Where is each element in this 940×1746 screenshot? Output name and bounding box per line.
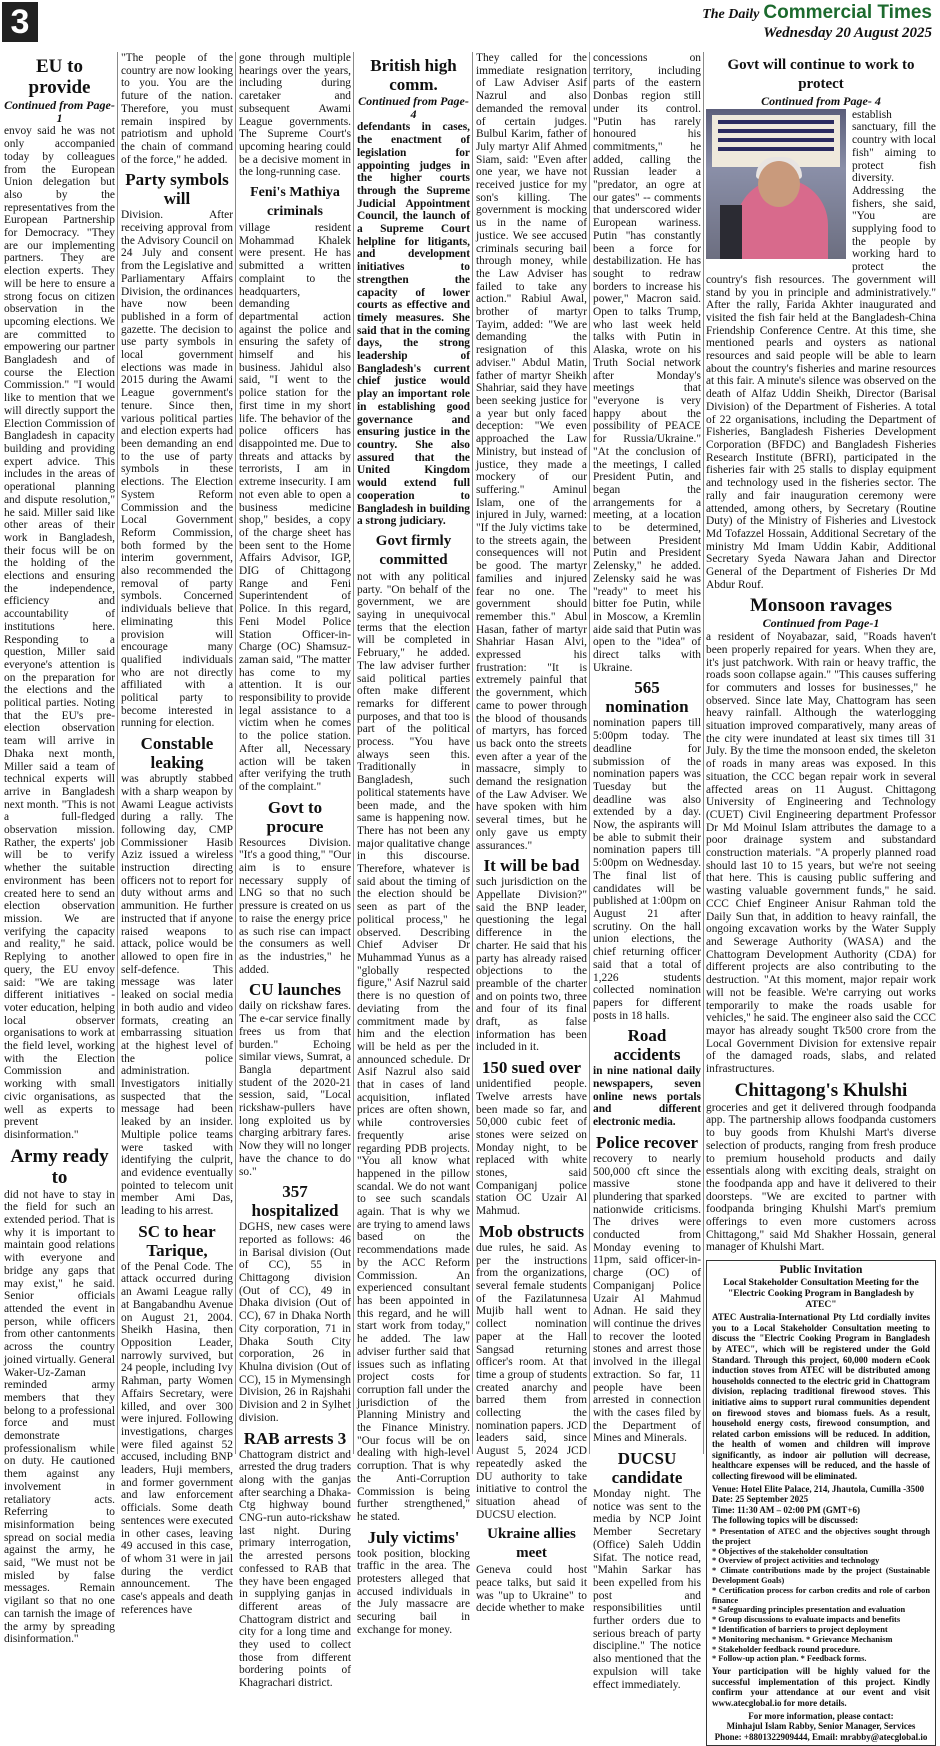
photo-head <box>758 161 800 207</box>
topic-item: * Follow-up action plan. * Feedback forms. <box>712 1654 867 1664</box>
headline-police-recover: Police recover <box>595 1132 699 1152</box>
story-body: Division. After receiving approval from the Advisory Council on 24 July and consent from the Legislative and Parliamentary Affairs Division, the ordinances have now been published in a form of gazette. The decision to use party symbols in local government elections was made in 2015 during the Awami League government's tenure. Since then, various political parties and election experts had been demanding an end to the use of party symbols in these elections. The Election System Reform Commission and the Local Government Reform Commission, both formed by the interim government, also recommended the removal of party symbols. Concerned individuals believe that eliminating this provision will encourage many qualified individuals who are not directly affiliated with a political party to become interested in running for election. <box>121 209 233 730</box>
story-body: They called for the immediate resignation of Law Adviser Asif Nazrul and also demanded the removal of certain judges. Bulbul Karim, father of July martyr Alif Ahmed Siam, said: "Even after one year, we have not received justice for my son's killing. The government is mocking us in the name of justice. We see accused criminals securing bail through money, while the Law Adviser has failed to take any action." Rabiul Awal, brother of martyr Tayim, added: "We are demanding the resignation of this adviser." Abdul Matin, father of martyr Sheikh Shahriar, said they have been seeking justice for a year but only faced deception: "We even approached the Law Ministry, but instead of justice, they made a mockery of our suffering." Aminul Islam, one of the injured in July, warned: "If the July victims take to the streets again, the consequences will not be good. The martyr families and injured fear no one. The government should remember this." Abul Hasan, father of martyr Shahriar Hasan Alvi, expressed his frustration: "It is extremely painful that the government, which came to power through the blood of thousands of martyrs, has forced us back onto the streets even after a year of the massacre, simply to demand the resignation of the Law Adviser. We have spoken with him several times, but he only gave us empty assurances." <box>476 52 587 852</box>
invitation-contact-label: For more information, please contact: <box>748 1710 894 1721</box>
headline-ducsu-candidate: DUCSU candidate <box>611 1449 683 1488</box>
headline-ukraine-allies: Ukraine allies meet <box>487 1526 576 1562</box>
headline-mob-obstructs: Mob obstructs <box>478 1221 585 1241</box>
story-body: DGHS, new cases were reported as follows: 46 in Barisal division (Out of CC), 55 in Chittagong division (Out of CC), 49 in Dhaka division (Out of CC), 67 in Dhaka North City corporation, 71 in Dhaka South City corporation, 26 in Khulna division (Out of CC), 15 in Mymensingh Division, 26 in Rajshahi Division and 2 in Sylhet division. <box>239 1221 351 1424</box>
topic-item: * Safeguarding principles presentation and evaluation <box>712 1605 906 1615</box>
column-divider <box>589 52 590 1454</box>
invitation-date: Date: 25 September 2025 <box>712 1494 809 1505</box>
topic-item: * Monitoring mechanism. * Grievance Mechanism <box>712 1634 893 1644</box>
story-body: such jurisdiction on the Appellate Division?" said the BNP leader, questioning the legal difference in the charter. He said that his party has already raised objections to the preamble of the charter and on points two, three and four of its final draft, as false information has been included in it. <box>476 876 587 1054</box>
invitation-subtitle: Local Stakeholder Consultation Meeting for the "Electric Cooking Program in Bangladesh by ATEC" <box>723 1277 919 1311</box>
story-body: was abruptly stabbed with a sharp weapon by Awami League activists during a rally. The following day, CMP Commissioner Hasib Aziz issued a wireless instruction directing officers not to report for duty without arms and ammunition. He further instructed that if anyone raised weapons to attack, police would be allowed to open fire in self-defence. This message was later leaked on social media in both audio and video formats, creating an embarrassing situation at the highest level of the police administration. Investigators initially suspected that the message had been leaked by an insider. Multiple police teams were tasked with identifying the culprit, and evidence eventually pointed to telecom unit member Ami Das, leading to his arrest. <box>121 773 233 1218</box>
story-body: not with any political party. "On behalf of the government, we are saying in unequivocal terms that the election will be completed in February," he added. The law adviser further said political parties often make different remarks for different purposes, and that too is part of the political process. "You have always seen this. Traditionally in Bangladesh, such political statements have been made, and the same is happening now. There has not been any major qualitative change in this discourse. Therefore, whatever is said about the timing of the election should be seen as part of the political process," he observed. Describing Chief Adviser Dr Muhammad Yunus as a "globally respected figure," Asif Nazrul said there is no question of deviating from the commitment made by him and the election will be held as per the announced schedule. Dr Asif Nazrul also said that in cases of land acquisition, inflated prices are often shown, while controversies frequently arise regarding PDB projects. "You all know what happened in the pillow scandal. We do not want to see such scandals again. That is why we are trying to amend laws based on the recommendations made by the ACC Reform Commission. An experienced consultant has been appointed in this regard, and he will start work from today," he added. The law adviser further said that issues such as inflating project costs for corruption fall under the jurisdiction of the Planning Ministry and the Finance Ministry. "Our focus will be on dealing with high-level corruption. That is why the Anti-Corruption Commission is being further strengthened," he stated. <box>357 570 470 1523</box>
column-5 <box>476 52 587 1615</box>
headline-govt-will-continue: Govt will continue to work to protect <box>727 57 915 92</box>
headline-govt-firmly-committed: Govt firmly committed <box>375 532 452 568</box>
headline-sc-to-hear: SC to hear Tarique, <box>138 1221 216 1260</box>
column-7 <box>706 52 936 1742</box>
masthead-brand: Commercial Times <box>763 2 932 23</box>
headline-govt-to-procure: Govt to procure <box>266 797 324 836</box>
headline-party-symbols: Party symbols will <box>125 170 229 209</box>
invitation-text: ATEC Australia-International Pty Ltd cordially invites you to a Local Stakeholder Consultation meeting to discuss the "Electric Cooking Program in Bangladesh by ATEC", which will be registered under the Gold Standard. Through this project, 60,000 modern eCook induction stoves from ATEC will be distributed among households connected to the electric grid in Chattogram division, replacing traditional firewood stoves. This initiative aims to support rural communities dependent on firewood stoves and biomass fuels. As a result, household energy costs, firewood consumption, and related carbon emissions will be reduced. In addition, the health of women and children will improve significantly, as indoor air pollution will decrease, healthcare expenses will be reduced, and the hassle of collecting firewood will be eliminated. <box>712 1312 930 1482</box>
headline-it-will-be-bad: It will be bad <box>483 856 580 876</box>
headline-rab-arrests: RAB arrests 3 <box>243 1428 347 1448</box>
headline-chittagongs-khulshi: Chittagong's Khulshi <box>734 1079 908 1101</box>
column-3 <box>239 52 351 1690</box>
headline-monsoon-ravages: Monsoon ravages <box>750 595 892 617</box>
headline-feni-mathiya: Feni's Mathiya criminals <box>250 185 340 220</box>
public-invitation-ad <box>706 1260 936 1746</box>
topic-item: * Certification process for carbon credits and role of carbon finance <box>712 1585 930 1605</box>
story-body: village resident Mohammad Khalek were present. He has submitted a written complaint to the headquarters, demanding departmental action against the police and ensuring the safety of himself and his business. Jahidul also said, "I went to the police station for the first time in my short life. The behavior of the police officers has disappointed me. Due to threats and attacks by terrorists, I am in extreme insecurity. I am not even able to open a business medicine shop," besides, a copy of the charge sheet has been sent to the Home Affairs Advisor, IGP, DIG of Chittagong Range and Feni Superintendent of Police. In this regard, Feni Model Police Station Officer-in-Charge (OC) Shamsuz-zaman said, "The matter has come to my attention. It is our responsibility to provide legal assistance to a victim when he comes to the police station. After all, Necessary action will be taken after verifying the truth of the complaint." <box>239 222 351 793</box>
topic-item: * Climate contributions made by the project (Sustainable Development Goals) <box>712 1566 930 1586</box>
topic-item: * Overview of project activities and technology <box>712 1556 880 1566</box>
story-body: concessions on territory, including parts of the eastern Donbas region still under its control. "Putin has rarely honoured his commitments," he added, calling the Russian leader a "predator, an ogre at our gates" -- comments that underscored wider European wariness. Putin "has constantly been a force for destabilization. He has sought to redraw borders to increase his power," Macron said. Open to talks Trump, who last week held talks with Putin in Alaska, wrote on his Truth Social network after Monday's meetings that "everyone is very happy about the possibility of PEACE for Russia/Ukraine." "At the conclusion of the meetings, I called President Putin, and began the arrangements for a meeting, at a location to be determined, between President Putin and President Zelensky," he added. Zelensky said he was "ready" to meet his bitter foe Putin, while in Moscow, a Kremlin aide said that Putin was open to the "idea" of direct talks with Ukraine. <box>593 52 701 674</box>
column-divider <box>235 52 236 1454</box>
topic-item: * Presentation of ATEC and the objectives sought through the project <box>712 1527 930 1546</box>
headline-150-sued: 150 sued over <box>481 1058 582 1078</box>
invitation-topics-title: The following topics will be discussed: <box>712 1515 859 1526</box>
story-body: gone through multiple hearings over the years, including during caretaker and subsequent Awami League governments. The Supreme Court's upcoming hearing could be a decisive moment in the long-running case. <box>239 52 351 179</box>
headline-357-hospitalized: 357 hospitalized <box>251 1182 339 1221</box>
story-body: did not have to stay in the field for such an extended period. That is why it is important to maintain good relations with everyone and bridge any gaps that may exist," he said. Senior officials attended the event in person, while officers from other cantonments across the country joined virtually. General Waker-Uz-Zaman reminded army members that they belong to a professional force and must demonstrate professionalism while on duty. He cautioned them against any involvement in retaliatory acts. Referring to misinformation being spread on social media against the army, he said, "We must not be misled by false messages. Remain vigilant so that no one can tarnish the image of the army by spreading disinformation." <box>4 1188 115 1646</box>
story-body: groceries and get it delivered through foodpanda app. The partnership allows foodpanda customers to buy goods from Khulshi Mart's diverse selection of products, ranging from fresh produce to premium household products and daily essentials along with exciting deals, straight on the foodpanda app and have it delivered to their doorsteps. "We are excited to partner with foodpanda bringing Khulshi Mart's premium offerings to even more customers across Chittagong," said Md Shakher Hossain, general manager of Khulshi Mart. <box>706 1101 936 1254</box>
story-body: envoy said he was not only accompanied today by colleagues from the European Union delegation but also by the representatives from the European Partnership for Democracy. "They are our implementing partners. They are election experts. They will be here to ensure a strong focus on citizen observation in the upcoming elections. We are committed to empowering our partner Bangladesh and of course the Election Commission." "I would like to mention that we will directly support the Election Commission of Bangladesh in capacity building and providing expert advice. This includes in the areas of operational planning and dispute resolution," he said. Miller said like other areas of their work in Bangladesh, their focus will be on the holding of the elections and ensuring the independence, efficiency and accountability of institutions here. Responding to a question, Miller said everyone's attention is on the preparation for the elections and the political parties. Noting that the EU's pre-election observation team will arrive in Dhaka next month, Miller said a team of technical experts will arrive in Bangladesh next month. "This is not a full-fledged observation mission. Rather, the experts' job will be to verify whether the suitable environment has been created here to send an election observation mission. We are verifying the capacity and reality," he said. Replying to another query, the EU envoy said: "We are taking different initiatives - voter education, helping local observer organisations to work at the field level, working with the Election Commission and working with small civic organisations, as well as experts to prevent disinformation." <box>4 125 115 1141</box>
headline-july-victims: July victims' <box>367 1527 460 1547</box>
story-body: daily on rickshaw fares. The e-car service finally frees us from that burden." Echoing similar views, Sumrat, a Bangla department student of the 2020-21 session, said, "Local rickshaw-pullers have long exploited us by charging arbitrary fares. Now they will no longer have the chance to do so." <box>239 1000 351 1178</box>
topic-item: * Group discussions to evaluate impacts and benefits <box>712 1615 901 1625</box>
column-divider <box>117 52 118 1454</box>
story-body: defendants in cases, the enactment of legislation for appointing judges in the higher courts through the Supreme Judicial Appointment Council, the launch of a Supreme Court helpline for litigants, and development initiatives to strengthen the capacity of lower courts as effective and timely measures. She said that in the coming days, the strong leadership of Bangladesh's current chief justice would play an important role in establishing good governance and ensuring justice in the country. She also assured that the United Kingdom would extend full cooperation to Bangladesh in building a strong judiciary. <box>357 121 470 528</box>
continued-label: Continued from Page- 4 <box>358 94 469 121</box>
story-body: Resources Division. "It's a good thing," "Our aim is to ensure necessary supply of LNG so that no such pressure is created on us to raise the energy price as such rise can impact the consumers as well as the industries," he added. <box>239 836 351 976</box>
invitation-contact-name: Minhajul Islam Rabby, Senior Manager, Services <box>726 1721 916 1732</box>
continued-label: Continued from Page-1 <box>4 98 115 125</box>
story-body: unidentified people. Twelve arrests have been made so far, and 50,000 cubic feet of stones were seized on Monday night, to be replaced with white stones, said Companiganj police station OC Uzair Al Mahmud. <box>476 1078 587 1218</box>
story-body: Chattogram district and arrested the drug traders along with the ganjas after searching a Dhaka-Ctg highway bound CNG-run auto-rickshaw last night. During primary interrogation, the arrested persons confessed to RAB that they have been engaged in supplying ganjas in different areas of Chattogram district and city for a long time and they used to collect those from different bordering points of Khagrachari district. <box>239 1448 351 1690</box>
invitation-note: Your participation will be highly valued for the successful implementation of this project. Kindly confirm your attendance at our event and visit www.atecglobal.io for more details. <box>712 1666 930 1708</box>
masthead-date: Wednesday 20 August 2025 <box>763 25 932 41</box>
invitation-title: Public Invitation <box>779 1264 863 1277</box>
masthead <box>702 2 932 42</box>
story-body: took position, blocking traffic in the area. The protesters alleged that accused individuals in the July massacre are securing bail in exchange for money. <box>357 1547 470 1636</box>
story-body: a resident of Noyabazar, said, "Roads haven't been properly repaired for years. When they are, it's just patchwork. With rain or heavy traffic, the roads soon collapse again." "This causes suffering for commuters and losses for businesses," he observed. Since late May, Chattogram has seen heavy rainfall. Although the waterlogging situation improved comparatively, many areas of the city were inundated at least six times till 31 July. By the time the monsoon ended, the skeleton of roads in many areas was exposed. In this situation, the CCC began repair work in several affected areas on 11 August. Chittagong University of Engineering and Technology (CUET) Civil Engineering department Professor Dr Md Moinul Islam attributes the damage to a poor drainage system and substandard construction materials. "A properly planned road should last 10 to 15 years, but we're not seeing that here. This is causing public suffering and wasting valuable government funds," he said. CCC Chief Engineer Anisur Rahman told the Daily Sun that, in addition to heavy rainfall, the ongoing excavation works by the Water Supply and Sewerage Authority (WASA) and the Chattogram Development Authority (CDA) for different projects are also contributing to the destruction. "At this moment, major repair work will not be feasible. We're carrying out works temporarily to make the roads usable for vehicles," he said. The engineer also said the CCC mayor has already sought Tk500 crore from the Local Government Division for extensive repair of the damaged roads, slabs, and related infrastructures. <box>706 631 936 1076</box>
invitation-contact-info: Phone: +8801322909444, Email: mrabby@atecglobal.io <box>714 1731 928 1742</box>
story-body: of the Penal Code. The attack occurred during an Awami League rally at Bangabandhu Avenue on August 21, 2004. Sheikh Hasina, then Opposition Leader, narrowly survived, but 24 people, including Ivy Rahman, party Women Affairs Secretary, were killed, and over 300 were injured. Following investigations, charges were filed against 52 accused, including BNP leaders, Huji members, and former government and law enforcement officials. Some death sentences were executed in other cases, leaving 49 accused in this case, of whom 31 were in jail during the verdict announcement. The case's appeals and death references have <box>121 1260 233 1616</box>
story-body: Monday night. The notice was sent to the media by NCP Joint Member Secretary (Office) Saleh Uddin Sifat. The notice read, "Mahin Sarkar has been expelled from his post and responsibilities until further orders due to serious breach of party discipline." The notice also mentioned that the expulsion will take effect immediately. <box>593 1488 701 1691</box>
story-body: nomination papers till 5:00pm today. The deadline for submission of the nomination papers was Tuesday but the deadline was also extended by a day. Now, the aspirants will be able to submit their nomination papers till 5:00pm on Wednesday. The final list of candidates will be published at 1:00pm on August 21 after scrutiny. On the hall union elections, the chief returning officer said that a total of 1,226 students collected nomination papers for different posts in 18 halls. <box>593 717 701 1022</box>
invitation-venue: Venue: Hotel Elite Palace, 214, Jhautola, Cumilla -3500 <box>712 1483 925 1494</box>
page-number: 3 <box>2 2 38 42</box>
masthead-daily: The Daily <box>702 7 760 22</box>
invitation-topics <box>712 1527 930 1664</box>
topic-item: * Identification of barriers to project deployment <box>712 1625 888 1635</box>
column-divider <box>353 52 354 1454</box>
story-body: due rules, he said. As per the instructions from the organizations, several female students of the Fazilatunnesa Mujib hall went to collect nomination paper at the Hall Sangsad returning officer's room. At that time a group of students created anarchy and barred them from collecting the nomination papers. JCD leaders said, since August 5, 2024 JCD repeatedly asked the DU authority to take initiative to control the situation ahead of DUCSU election. <box>476 1241 587 1521</box>
story-body: in nine national daily newspapers, seven online news portals and different electronic media. <box>593 1065 701 1129</box>
column-divider <box>472 52 473 1454</box>
story-body: recovery to nearly 500,000 cft since the massive stone plundering that sparked nationwide criticisms. The drives were conducted from Monday evening to 11pm, said officer-in-charge (OC) of Companiganj Police Uzair Al Mahmud Adnan. He said they will continue the drives to recover the looted stones and arrest those involved in the illegal extraction. So far, 11 people have been arrested in connection with the cases filed by the Department of Mines and Minerals. <box>593 1152 701 1445</box>
headline-cu-launches: CU launches <box>248 980 342 1000</box>
column-4 <box>357 52 470 1636</box>
column-1 <box>4 52 115 1646</box>
topic-item: * Stakeholder feedback round procedure. <box>712 1644 861 1654</box>
continued-label: Continued from Page- 4 <box>761 94 881 108</box>
column-6 <box>593 52 701 1691</box>
invitation-time: Time: 11:30 AM – 02:00 PM (GMT+6) <box>712 1504 860 1515</box>
headline-eu-to-provide: EU to provide <box>28 56 91 98</box>
headline-565-nomination: 565 nomination <box>605 678 689 717</box>
news-photo <box>706 109 846 259</box>
page-header <box>0 0 940 48</box>
story-body: establish sanctuary, fill the country with local fish" aiming to protect fish diversity. Addressing the fishers, she said, "You are supplying food to the people by working hard to protect the country's fish resources. The government will stand by you in principle and administratively." After the rally, Farida Akhter inaugurated and visited the fish fair held at the Bangladesh-China Friendship Conference Centre. At this time, she mentioned pearls and oysters as national resources and said people will be able to learn about the country's fisheries and marine resources at this fair. A minute's silence was observed on the death of Alfaz Uddin Sheikh, Director (Barisal Division) of the Department of Fisheries. A total of 22 organisations, including the Department of Fisheries, Bangladesh Fisheries Development Corporation (BFDC) and Bangladesh Fisheries Research Institute (BFRI), participated in the fisheries fair with 25 stalls to display equipment and technology used in the fisheries sector. The rally and fair inauguration ceremony were attended, among others, by Secretary (Routine Duty) of the Ministry of Fisheries and Livestock Md Tofazzel Hossain, Additional Secretary of the ministry Md Imam Uddin Kabir, Additional Secretary Syeda Nawara Jahan and Director General of the Department of Fisheries Dr Md Abdur Rouf. <box>706 108 936 591</box>
column-divider <box>703 52 704 1454</box>
headline-army-ready: Army ready to <box>10 1145 109 1188</box>
column-2 <box>121 52 233 1616</box>
story-body: "The people of the country are now looking to you. You are the future of the nation. Therefore, you must remain inspired by patriotism and uphold the chain of command of the force," he added. <box>121 52 233 166</box>
headline-constable-leaking: Constable leaking <box>140 734 214 773</box>
continued-label: Continued from Page-1 <box>762 616 880 631</box>
headline-british-high-comm: British high comm. <box>370 56 457 94</box>
story-body: Geneva could host peace talks, but said it was "up to Ukraine" to decide whether to make <box>476 1564 587 1615</box>
topic-item: * Objectives of the stakeholder consultation <box>712 1546 868 1556</box>
photo-podium <box>720 205 742 259</box>
headline-road-accidents: Road accidents <box>613 1026 681 1065</box>
